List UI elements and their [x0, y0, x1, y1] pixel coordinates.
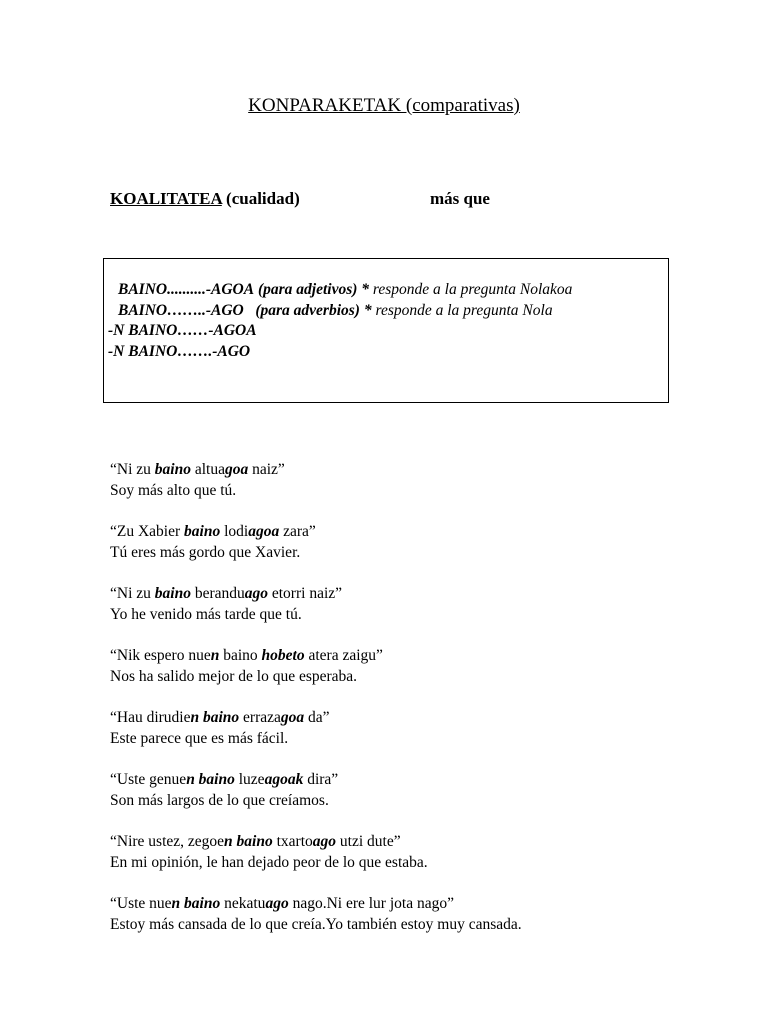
example-basque: “Ni zu baino altuagoa naiz” — [110, 461, 285, 478]
example-spanish: Son más largos de lo que creíamos. — [110, 792, 329, 809]
example-basque: “Ni zu baino beranduago etorri naiz” — [110, 585, 343, 602]
example-spanish: Estoy más cansada de lo que creía.Yo también estoy muy cansada. — [110, 916, 522, 933]
rule-box — [103, 258, 669, 403]
example-spanish: Tú eres más gordo que Xavier. — [110, 544, 301, 561]
example-item — [110, 769, 522, 811]
example-item — [110, 521, 522, 563]
rule-line — [108, 280, 668, 301]
example-basque: “Uste genuen baino luzeagoak dira” — [110, 771, 339, 788]
section-heading — [110, 189, 300, 209]
example-item — [110, 893, 522, 935]
example-basque: “Uste nuen baino nekatuago nago.Ni ere lur jota nago” — [110, 895, 454, 912]
rule-use: (para adjetivos) — [257, 281, 358, 298]
rule-form: -N BAINO……-AGOA — [108, 322, 257, 339]
example-spanish: En mi opinión, le han dejado peor de lo que estaba. — [110, 854, 428, 871]
section-heading-term: KOALITATEA — [110, 189, 222, 208]
example-basque: “Hau dirudien baino errazagoa da” — [110, 709, 330, 726]
example-basque: “Nire ustez, zegoen baino txartoago utzi dute” — [110, 833, 401, 850]
rule-line — [108, 301, 668, 322]
example-item — [110, 645, 522, 687]
rule-line — [108, 342, 668, 363]
example-spanish: Este parece que es más fácil. — [110, 730, 289, 747]
rule-star: * — [361, 281, 370, 298]
section-heading-note: (cualidad) — [226, 189, 300, 208]
example-item — [110, 707, 522, 749]
rule-star: * — [363, 301, 372, 319]
rule-form: BAINO……..-AGO — [118, 301, 244, 319]
example-spanish: Yo he venido más tarde que tú. — [110, 606, 302, 623]
section-meaning: más que — [430, 189, 490, 208]
example-item — [110, 459, 522, 501]
rule-use: (para adverbios) — [255, 301, 360, 319]
example-item — [110, 583, 522, 625]
example-spanish: Nos ha salido mejor de lo que esperaba. — [110, 668, 358, 685]
rule-form: BAINO..........-AGOA — [118, 281, 255, 298]
examples-list — [110, 459, 522, 955]
example-item — [110, 831, 522, 873]
example-basque: “Zu Xabier baino lodiagoa zara” — [110, 523, 316, 540]
rule-form: -N BAINO…….-AGO — [108, 342, 251, 360]
example-spanish: Soy más alto que tú. — [110, 482, 237, 499]
rule-line — [108, 321, 668, 342]
example-basque: “Nik espero nuen baino hobeto atera zaigu” — [110, 647, 383, 664]
rule-note: responde a la pregunta Nola — [375, 301, 553, 319]
page-title: KONPARAKETAK (comparativas) — [248, 95, 520, 116]
rule-note: responde a la pregunta Nolakoa — [372, 281, 573, 298]
